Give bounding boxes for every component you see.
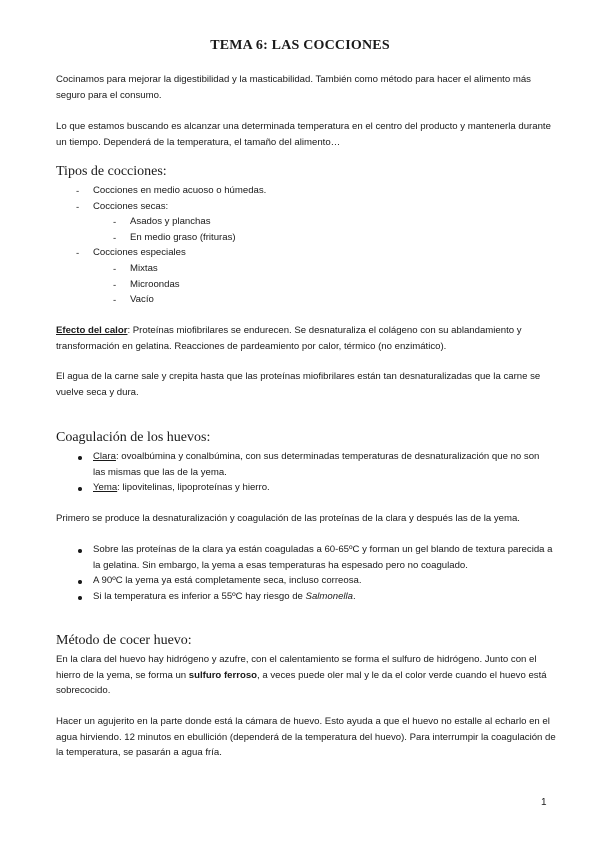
list-item: Cocciones especiales: [93, 247, 186, 258]
intro-paragraph-1: Cocinamos para mejorar la digestibilidad y la masticabilidad. También como método para hacer el alimento más seguro para el consumo.: [56, 74, 531, 101]
bullet-icon: [78, 456, 82, 460]
list-item: Cocciones en medio acuoso o húmedas.: [93, 185, 267, 196]
metodo-p1-post: , a veces puede oler mal y le da el color verde cuando el huevo está sobrecocido.: [56, 669, 547, 696]
primero-paragraph: Primero se produce la desnaturalización y coagulación de las proteínas de la clara y después las de la yema.: [56, 513, 520, 524]
list-dash: -: [113, 264, 117, 275]
metodo-paragraph-1: [56, 652, 556, 699]
efecto-label: Efecto del calor: [56, 325, 128, 336]
clara-text: : ovoalbúmina y conalbúmina, con sus determinadas temperaturas de desnaturalización que no son las mismas que las de la yema.: [93, 451, 540, 478]
heading-coagulacion: Coagulación de los huevos:: [56, 430, 211, 445]
list-dash: -: [76, 202, 80, 213]
list-dash: -: [76, 248, 80, 259]
metodo-p1-pre: En la clara del huevo hay hidrógeno y azufre, con el calentamiento se forma el sulfuro de hidrógeno. Junto con el hierro de la yema, se forma un: [56, 654, 537, 681]
list-item: Vacío: [130, 294, 154, 305]
list-item: Cocciones secas:: [93, 201, 169, 212]
list-dash: -: [113, 295, 117, 306]
bullet-icon: [78, 549, 82, 553]
list-item: En medio graso (frituras): [130, 232, 236, 243]
salmonella-pre: Si la temperatura es inferior a 55ºC hay riesgo de: [93, 591, 306, 602]
list-item-yema: [93, 480, 553, 496]
bullet-icon: [78, 487, 82, 491]
intro-paragraph-2: Lo que estamos buscando es alcanzar una determinada temperatura en el centro del producto y mantenerla durante un tiempo. Dependerá de la temperatura, el tamaño del alimento…: [56, 121, 551, 148]
list-item-clara-temp: Sobre las proteínas de la clara ya están coaguladas a 60-65ºC y forman un gel blando de textura parecida a la gelatina. Sin embargo, la yema a esas temperaturas ha espesado pero no coagulado.: [93, 544, 553, 571]
page-number: 1: [541, 797, 547, 808]
bullet-icon: [78, 596, 82, 600]
heading-tipos: Tipos de cocciones:: [56, 164, 167, 179]
bullet-icon: [78, 580, 82, 584]
list-item: Mixtas: [130, 263, 158, 274]
list-item-clara: [93, 449, 553, 480]
list-dash: -: [113, 217, 117, 228]
yema-label: Yema: [93, 482, 118, 493]
metodo-p1-bold: sulfuro ferroso: [188, 669, 258, 681]
list-dash: -: [76, 186, 80, 197]
page-title: TEMA 6: LAS COCCIONES: [210, 38, 390, 53]
list-dash: -: [113, 280, 117, 291]
yema-text: : lipovitelinas, lipoproteínas y hierro.: [117, 482, 270, 493]
salmonella-post: .: [353, 591, 356, 602]
salmonella-italic: Salmonella: [305, 591, 354, 602]
list-item: Asados y planchas: [130, 216, 211, 227]
list-item-yema-temp: A 90ºC la yema ya está completamente seca, incluso correosa.: [93, 575, 362, 586]
list-item-salmonella: [93, 589, 553, 605]
heading-metodo: Método de cocer huevo:: [56, 633, 192, 648]
list-item: Microondas: [130, 279, 180, 290]
efecto-text: : Proteínas miofibrilares se endurecen. Se desnaturaliza el colágeno con su ablandamiento y transformación en gelatina. Reacciones de pardeamiento por calor, térmico (no enzimático).: [56, 325, 522, 352]
clara-label: Clara: [93, 451, 116, 462]
list-dash: -: [113, 233, 117, 244]
agua-carne-paragraph: El agua de la carne sale y crepita hasta que las proteínas miofibrilares están tan desnaturalizadas que la carne se vuelve seca y dura.: [56, 371, 541, 398]
metodo-paragraph-2: Hacer un agujerito en la parte donde está la cámara de huevo. Esto ayuda a que el huevo no estalle al echarlo en el agua hirviendo. 12 minutos en ebullición (dependerá de la temperatura del huevo). Para interrumpir la coagulación de la temperatura, se pasarán a agua fría.: [56, 716, 556, 758]
efecto-paragraph: [56, 323, 556, 354]
